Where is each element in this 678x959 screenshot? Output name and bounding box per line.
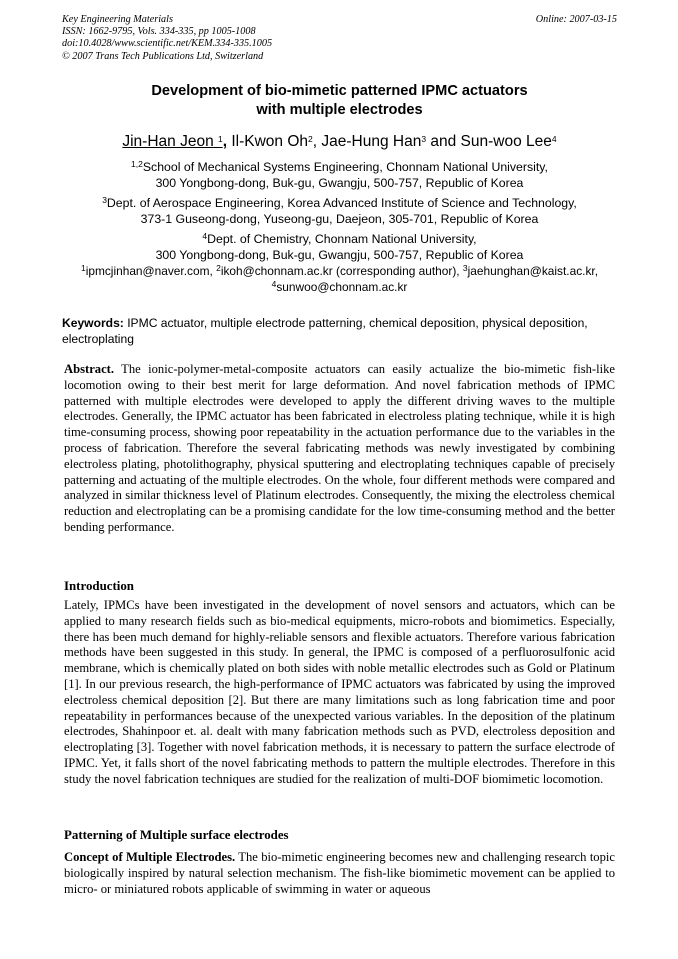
patterning-heading: Patterning of Multiple surface electrodes <box>64 828 289 842</box>
email-4: sunwoo@chonnam.ac.kr <box>276 279 408 294</box>
journal-name: Key Engineering Materials <box>62 14 173 25</box>
keywords-text: IPMC actuator, multiple electrode patterning, chemical deposition, physical deposition, electroplating <box>62 316 588 346</box>
concept-text: The bio-mimetic engineering becomes new and challenging research topic biologically inspired by natural selection mechanism. The fish-like biomimetic movement can be applied to micro- or miniatured robots applicable of swimming in water or aqueous <box>64 850 615 896</box>
author-3: , Jae-Hung Han$^3$ <box>312 133 427 150</box>
patterning-paragraph <box>64 850 615 897</box>
author-4: and Sun-woo Lee$^4$ <box>426 133 557 150</box>
abstract-label: Abstract. <box>64 362 115 376</box>
doi-line: doi:10.4028/www.scientific.net/KEM.334-335.1005 <box>62 38 273 50</box>
author-2: Il-Kwon Oh$^2$ <box>227 133 313 150</box>
title-line-2: with multiple electrodes <box>256 102 423 118</box>
author-separator: , <box>222 133 228 150</box>
email-2: ikoh@chonnam.ac.kr (corresponding author), <box>220 264 463 278</box>
concept-label: Concept of Multiple Electrodes. <box>64 850 236 864</box>
paper-title <box>62 82 617 120</box>
introduction-heading: Introduction <box>64 579 134 593</box>
copyright-line: © 2007 Trans Tech Publications Ltd, Switzerland <box>62 50 264 62</box>
online-date: Online: 2007-03-15 <box>535 14 617 25</box>
abstract <box>64 362 615 536</box>
author-list <box>62 132 617 152</box>
affiliation-4: $^4$Dept. of Chemistry, Chonnam National University, 300 Yongbong-dong, Buk-gu, Gwangju, 500-757, Republic of Korea <box>155 231 524 262</box>
abstract-text: The ionic-polymer-metal-composite actuators can easily actualize the bio-mimetic fish-like locomotion owing to their best merit for large deformation. And novel fabrication methods of IPMC patterned with multiple electrodes were developed to apply the different driving waves to the multiple electrodes. Generally, the IPMC actuator has been fabricated in electroless plating technique, while it is high time-consuming process, showing poor repeatability in the actuation performance due to the variables in the process of fabrication. Therefore the several fabricating methods was newly investigated by combining electroless plating, photolithography, physical sputtering and electroplating techniques capable of precisely patterning and actuating of the multiple electrodes. On the whole, four different methods were compared and analyzed in similar thickness level of Platinum electrodes. Consequently, the mixing the electroless chemical reduction and electroplating can be a promising candidate for the low time-consuming method and the better bending performance. <box>64 362 615 534</box>
keywords <box>62 316 617 347</box>
issn-line: ISSN: 1662-9795, Vols. 334-335, pp 1005-1008 <box>62 26 256 38</box>
author-emails: $^1$ipmcjinhan@naver.com, $^2$ikoh@chonnam.ac.kr (corresponding author), $^3$jaehunghan@kaist.ac.kr, $^4$sunwoo@chonnam.ac.kr <box>80 263 599 294</box>
journal-header <box>62 14 617 63</box>
introduction-text: Lately, IPMCs have been investigated in the development of novel sensors and actuators, which can be applied to many research fields such as bio-medical equipments, micro-robots and biomimetics. Especially, there has been much demand for highly-reliable sensors and flexible actuators. Therefore various fabrication methods have been suggested in this study. In general, the IPMC is composed of a perfluorosulfonic acid membrane, which is chemically plated on both sides with noble metallic electrodes such as Gold or Platinum [1]. In our previous research, the high-performance of IPMC actuators was fabricated by using the improved electroless chemical deposition [2]. But there are many limitations such as long fabrication time and poor repeatability in performances because of the unexpected various variables. In the deposition of the platinum electrodes, Shahinpoor et. al. dealt with many fabrication methods such as PVD, electroless deposition and electroplating [3]. Together with novel fabrication methods, it is necessary to pattern the surface electrode of IPMC. Yet, it falls short of the novel fabricating methods to pattern the multiple electrodes. Therefore in this study the novel fabrication techniques are studied for the realization of multi-DOF biomimetic locomotion. <box>64 598 615 786</box>
email-3: jaehunghan@kaist.ac.kr, <box>467 264 599 278</box>
title-line-1: Development of bio-mimetic patterned IPMC actuators <box>151 83 528 99</box>
affiliation-1: $^{1,2}$School of Mechanical Systems Engineering, Chonnam National University, 300 Yongbong-dong, Buk-gu, Gwangju, 500-757, Republic of Korea <box>131 159 548 190</box>
affiliation-3: $^3$Dept. of Aerospace Engineering, Korea Advanced Institute of Science and Technology, 373-1 Guseong-dong, Yuseong-gu, Daejeon, 305-701, Republic of Korea <box>102 195 577 226</box>
keywords-label: Keywords: <box>62 316 124 330</box>
author-1: Jin-Han Jeon $^1$ <box>122 133 223 150</box>
email-1: ipmcjinhan@naver.com, <box>85 264 217 278</box>
